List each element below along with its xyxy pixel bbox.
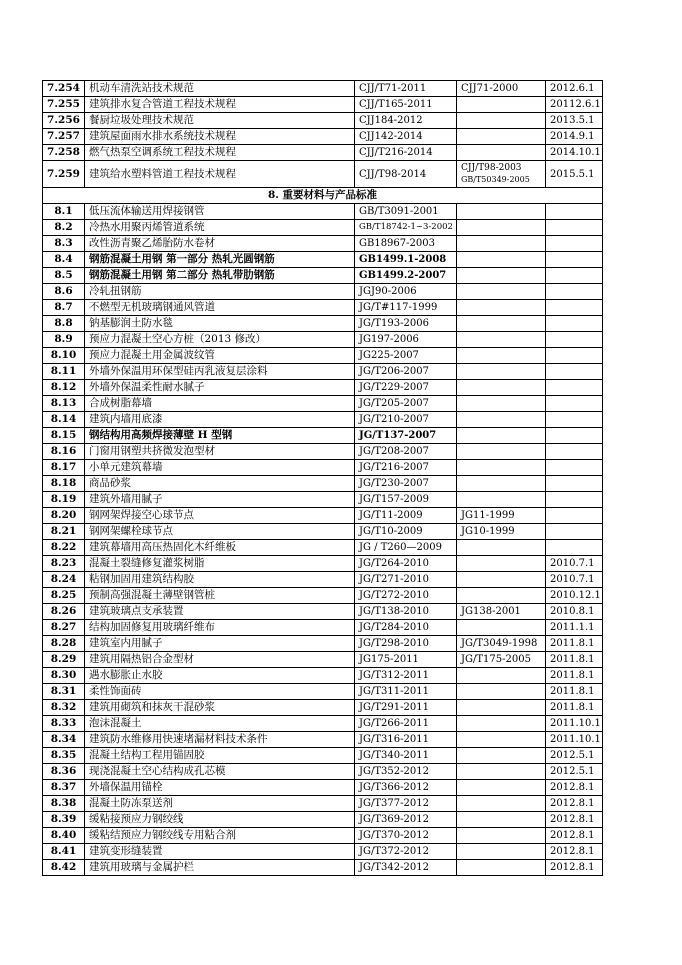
- effective-date: [546, 316, 603, 332]
- standard-name: 建筑外墙用腻子: [85, 492, 355, 508]
- standard-code: JG/T377-2012: [355, 796, 457, 812]
- standard-name: 外墙外保温柔性耐水腻子: [85, 380, 355, 396]
- replaced-standard: JG10-1999: [457, 524, 546, 540]
- effective-date: 2012.6.1: [546, 81, 603, 97]
- replaced-standard: [457, 572, 546, 588]
- replaced-standard: [457, 316, 546, 332]
- standard-name: 商品砂浆: [85, 476, 355, 492]
- standard-name: 现浇混凝土空心结构成孔芯模: [85, 764, 355, 780]
- replaced-standard: [457, 284, 546, 300]
- item-number: 8.23: [43, 556, 85, 572]
- item-number: 8.42: [43, 860, 85, 876]
- replaced-standard: [457, 113, 546, 129]
- replaced-standard: [457, 828, 546, 844]
- effective-date: 2012.8.1: [546, 780, 603, 796]
- standard-name: 改性沥青聚乙烯胎防水卷材: [85, 236, 355, 252]
- table-row: [43, 316, 603, 332]
- item-number: 8.4: [43, 252, 85, 268]
- replaced-standard: JG138-2001: [457, 604, 546, 620]
- effective-date: [546, 220, 603, 236]
- table-row: [43, 780, 603, 796]
- replaced-standard: JG/T3049-1998: [457, 636, 546, 652]
- replaced-standard: [457, 380, 546, 396]
- effective-date: 2011.8.1: [546, 668, 603, 684]
- item-number: 8.28: [43, 636, 85, 652]
- replaced-standard: [457, 364, 546, 380]
- table-row: [43, 796, 603, 812]
- table-row: [43, 812, 603, 828]
- effective-date: 2014.9.1: [546, 129, 603, 145]
- table-row: [43, 81, 603, 97]
- effective-date: 2015.5.1: [546, 161, 603, 188]
- standard-code: CJJ/T71-2011: [355, 81, 457, 97]
- standard-name: 缓粘结预应力钢绞线专用粘合剂: [85, 828, 355, 844]
- standard-code: JG/T342-2012: [355, 860, 457, 876]
- standard-code: JG/T229-2007: [355, 380, 457, 396]
- replaced-standard: JG11-1999: [457, 508, 546, 524]
- effective-date: [546, 460, 603, 476]
- table-row: [43, 113, 603, 129]
- effective-date: [546, 348, 603, 364]
- table-row: [43, 764, 603, 780]
- table-row: [43, 604, 603, 620]
- standard-name: 混凝土防冻泵送剂: [85, 796, 355, 812]
- table-row: [43, 636, 603, 652]
- standard-code: JG / T260—2009: [355, 540, 457, 556]
- item-number: 7.256: [43, 113, 85, 129]
- item-number: 8.22: [43, 540, 85, 556]
- effective-date: 2011.8.1: [546, 652, 603, 668]
- replaced-standard: [457, 492, 546, 508]
- standard-name: 预应力混凝土用金属波纹管: [85, 348, 355, 364]
- standard-code: CJJ142-2014: [355, 129, 457, 145]
- standard-name: 外墙保温用锚栓: [85, 780, 355, 796]
- item-number: 8.16: [43, 444, 85, 460]
- effective-date: [546, 236, 603, 252]
- replaced-standard: [457, 844, 546, 860]
- effective-date: 20112.6.1: [546, 97, 603, 113]
- standard-name: 柔性饰面砖: [85, 684, 355, 700]
- table-row: [43, 236, 603, 252]
- standard-code: JG/T311-2011: [355, 684, 457, 700]
- standard-name: 遇水膨胀止水胶: [85, 668, 355, 684]
- replaced-standard: [457, 668, 546, 684]
- item-number: 8.34: [43, 732, 85, 748]
- standard-code: JG/T#117-1999: [355, 300, 457, 316]
- replaced-standard: [457, 764, 546, 780]
- replaced-standard: CJJ71-2000: [457, 81, 546, 97]
- replaced-standard: [457, 780, 546, 796]
- effective-date: 2012.8.1: [546, 812, 603, 828]
- effective-date: [546, 492, 603, 508]
- standard-name: 建筑排水复合管道工程技术规程: [85, 97, 355, 113]
- replaced-standard: [457, 145, 546, 161]
- standard-code: JG197-2006: [355, 332, 457, 348]
- item-number: 7.258: [43, 145, 85, 161]
- item-number: 8.25: [43, 588, 85, 604]
- standard-code: JG/T137-2007: [355, 428, 457, 444]
- replaced-standard: [457, 220, 546, 236]
- effective-date: [546, 476, 603, 492]
- table-row: [43, 460, 603, 476]
- table-row: [43, 572, 603, 588]
- standards-sheet: [42, 80, 602, 876]
- standard-name: 钢网架焊接空心球节点: [85, 508, 355, 524]
- effective-date: [546, 444, 603, 460]
- effective-date: 2011.10.1: [546, 732, 603, 748]
- table-row: [43, 204, 603, 220]
- effective-date: [546, 524, 603, 540]
- table-row: [43, 844, 603, 860]
- standard-code: JG/T193-2006: [355, 316, 457, 332]
- standard-name: 预制高强混凝土薄壁钢管桩: [85, 588, 355, 604]
- item-number: 8.14: [43, 412, 85, 428]
- table-row: [43, 652, 603, 668]
- standards-table: [42, 80, 603, 876]
- effective-date: 2011.8.1: [546, 684, 603, 700]
- table-row: [43, 524, 603, 540]
- standard-name: 粘钢加固用建筑结构胶: [85, 572, 355, 588]
- effective-date: 2011.10.1: [546, 716, 603, 732]
- standard-code: JGJ90-2006: [355, 284, 457, 300]
- table-row: [43, 716, 603, 732]
- item-number: 8.5: [43, 268, 85, 284]
- table-row: [43, 332, 603, 348]
- replaced-standard: [457, 540, 546, 556]
- item-number: 8.19: [43, 492, 85, 508]
- table-row: [43, 444, 603, 460]
- item-number: 8.3: [43, 236, 85, 252]
- standard-code: JG/T11-2009: [355, 508, 457, 524]
- replaced-standard: [457, 860, 546, 876]
- standard-name: 建筑屋面雨水排水系统技术规程: [85, 129, 355, 145]
- table-row: [43, 428, 603, 444]
- item-number: 8.33: [43, 716, 85, 732]
- standard-code: CJJ/T98-2014: [355, 161, 457, 188]
- table-row: [43, 268, 603, 284]
- effective-date: [546, 284, 603, 300]
- table-row: [43, 668, 603, 684]
- effective-date: 2010.7.1: [546, 572, 603, 588]
- standard-name: 外墙外保温用环保型硅丙乳液复层涂料: [85, 364, 355, 380]
- effective-date: 2012.8.1: [546, 860, 603, 876]
- table-row: [43, 684, 603, 700]
- standard-code: JG/T316-2011: [355, 732, 457, 748]
- standard-name: 钢筋混凝土用钢 第一部分 热轧光圆钢筋: [85, 252, 355, 268]
- table-row: [43, 476, 603, 492]
- standard-name: 钢网架螺栓球节点: [85, 524, 355, 540]
- standard-name: 泡沫混凝土: [85, 716, 355, 732]
- effective-date: [546, 204, 603, 220]
- standard-code: JG/T210-2007: [355, 412, 457, 428]
- table-row: [43, 348, 603, 364]
- table-row: [43, 284, 603, 300]
- item-number: 8.13: [43, 396, 85, 412]
- replaced-standard: [457, 796, 546, 812]
- replaced-standard: [457, 460, 546, 476]
- table-row: [43, 412, 603, 428]
- item-number: 8.39: [43, 812, 85, 828]
- effective-date: [546, 364, 603, 380]
- standard-code: JG/T230-2007: [355, 476, 457, 492]
- standard-code: JG/T312-2011: [355, 668, 457, 684]
- item-number: 7.257: [43, 129, 85, 145]
- item-number: 7.259: [43, 161, 85, 188]
- item-number: 8.11: [43, 364, 85, 380]
- replaced-standard: [457, 732, 546, 748]
- replaced-standard: JG/T175-2005: [457, 652, 546, 668]
- standard-code: JG/T372-2012: [355, 844, 457, 860]
- item-number: 8.30: [43, 668, 85, 684]
- table-row: [43, 620, 603, 636]
- item-number: 8.32: [43, 700, 85, 716]
- section-title: 8. 重要材料与产品标准: [43, 188, 603, 204]
- standard-code: JG/T284-2010: [355, 620, 457, 636]
- replaced-standard: [457, 444, 546, 460]
- standard-name: 钢结构用高频焊接薄壁 H 型钢: [85, 428, 355, 444]
- table-row: [43, 860, 603, 876]
- standard-code: JG/T157-2009: [355, 492, 457, 508]
- item-number: 8.8: [43, 316, 85, 332]
- effective-date: 2012.5.1: [546, 748, 603, 764]
- standard-code: JG175-2011: [355, 652, 457, 668]
- item-number: 8.36: [43, 764, 85, 780]
- section-header-row: [43, 188, 603, 204]
- effective-date: 2010.12.1: [546, 588, 603, 604]
- item-number: 8.7: [43, 300, 85, 316]
- standard-code: CJJ184-2012: [355, 113, 457, 129]
- effective-date: [546, 412, 603, 428]
- standard-name: 门窗用钢塑共挤微发泡型材: [85, 444, 355, 460]
- standard-name: 结构加固修复用玻璃纤维布: [85, 620, 355, 636]
- standard-name: 建筑防水维修用快速堵漏材料技术条件: [85, 732, 355, 748]
- item-number: 8.38: [43, 796, 85, 812]
- item-number: 8.37: [43, 780, 85, 796]
- standard-code: JG/T208-2007: [355, 444, 457, 460]
- standard-code: JG/T205-2007: [355, 396, 457, 412]
- replaced-standard: [457, 412, 546, 428]
- standard-code: JG/T264-2010: [355, 556, 457, 572]
- standard-code: JG/T298-2010: [355, 636, 457, 652]
- table-row: [43, 364, 603, 380]
- replaced-standard: [457, 161, 546, 188]
- standard-name: 建筑给水塑料管道工程技术规程: [85, 161, 355, 188]
- standard-code: GB1499.2-2007: [355, 268, 457, 284]
- item-number: 8.17: [43, 460, 85, 476]
- replaced-standard: [457, 684, 546, 700]
- standard-code: GB/T18742-1~3-2002: [355, 220, 457, 236]
- table-row: [43, 828, 603, 844]
- effective-date: 2012.8.1: [546, 796, 603, 812]
- item-number: 8.27: [43, 620, 85, 636]
- replaced-standard: [457, 396, 546, 412]
- item-number: 8.1: [43, 204, 85, 220]
- effective-date: 2011.1.1: [546, 620, 603, 636]
- replaced-standard: [457, 97, 546, 113]
- effective-date: 2014.10.1: [546, 145, 603, 161]
- item-number: 7.255: [43, 97, 85, 113]
- standard-code: JG/T272-2010: [355, 588, 457, 604]
- table-row: [43, 97, 603, 113]
- replaced-standard: [457, 556, 546, 572]
- item-number: 8.41: [43, 844, 85, 860]
- item-number: 8.6: [43, 284, 85, 300]
- item-number: 8.20: [43, 508, 85, 524]
- table-row: [43, 700, 603, 716]
- table-row: [43, 252, 603, 268]
- standard-name: 建筑室内用腻子: [85, 636, 355, 652]
- standard-name: 预应力混凝土空心方桩（2013 修改）: [85, 332, 355, 348]
- item-number: 8.35: [43, 748, 85, 764]
- standard-name: 小单元建筑幕墙: [85, 460, 355, 476]
- standard-code: JG/T271-2010: [355, 572, 457, 588]
- standard-code: JG/T10-2009: [355, 524, 457, 540]
- item-number: 8.24: [43, 572, 85, 588]
- table-row: [43, 492, 603, 508]
- replaced-standard: [457, 428, 546, 444]
- replaced-standard: [457, 268, 546, 284]
- replaced-standard: [457, 236, 546, 252]
- effective-date: [546, 300, 603, 316]
- table-row: [43, 588, 603, 604]
- effective-date: 2013.5.1: [546, 113, 603, 129]
- replaced-standard: [457, 252, 546, 268]
- replaced-standard-line-1: CJJ/T98-2003: [461, 163, 522, 173]
- table-row: [43, 508, 603, 524]
- standard-name: 合成树脂幕墙: [85, 396, 355, 412]
- standard-name: 混凝土裂缝修复灌浆树脂: [85, 556, 355, 572]
- standard-name: 餐厨垃圾处理技术规范: [85, 113, 355, 129]
- effective-date: 2010.8.1: [546, 604, 603, 620]
- table-row: [43, 396, 603, 412]
- table-row: [43, 220, 603, 236]
- effective-date: 2012.5.1: [546, 764, 603, 780]
- standard-code: GB1499.1-2008: [355, 252, 457, 268]
- item-number: 8.2: [43, 220, 85, 236]
- effective-date: 2012.8.1: [546, 844, 603, 860]
- standard-code: GB18967-2003: [355, 236, 457, 252]
- standard-code: CJJ/T216-2014: [355, 145, 457, 161]
- effective-date: 2011.8.1: [546, 636, 603, 652]
- effective-date: [546, 252, 603, 268]
- item-number: 8.15: [43, 428, 85, 444]
- item-number: 8.26: [43, 604, 85, 620]
- table-row: [43, 161, 603, 188]
- effective-date: 2012.8.1: [546, 828, 603, 844]
- standard-code: JG225-2007: [355, 348, 457, 364]
- standard-name: 混凝土结构工程用锚固胶: [85, 748, 355, 764]
- standard-name: 建筑幕墙用高压热固化木纤维板: [85, 540, 355, 556]
- standard-name: 燃气热泵空调系统工程技术规程: [85, 145, 355, 161]
- standard-name: 钢筋混凝土用钢 第二部分 热轧带肋钢筋: [85, 268, 355, 284]
- item-number: 8.9: [43, 332, 85, 348]
- replaced-standard: [457, 129, 546, 145]
- standard-code: JG/T291-2011: [355, 700, 457, 716]
- replaced-standard-line-2: GB/T50349-2005: [461, 175, 530, 184]
- item-number: 8.18: [43, 476, 85, 492]
- replaced-standard: [457, 332, 546, 348]
- standard-name: 建筑变形缝装置: [85, 844, 355, 860]
- table-row: [43, 556, 603, 572]
- standard-code: JG/T352-2012: [355, 764, 457, 780]
- replaced-standard: [457, 348, 546, 364]
- standard-code: JG/T206-2007: [355, 364, 457, 380]
- standard-name: 建筑内墙用底漆: [85, 412, 355, 428]
- standard-name: 不燃型无机玻璃钢通风管道: [85, 300, 355, 316]
- table-row: [43, 300, 603, 316]
- standard-code: JG/T340-2011: [355, 748, 457, 764]
- effective-date: [546, 396, 603, 412]
- standard-name: 冷轧扭钢筋: [85, 284, 355, 300]
- standard-name: 缓粘接预应力钢绞线: [85, 812, 355, 828]
- standard-code: CJJ/T165-2011: [355, 97, 457, 113]
- replaced-standard: [457, 716, 546, 732]
- item-number: 8.31: [43, 684, 85, 700]
- table-row: [43, 732, 603, 748]
- effective-date: [546, 332, 603, 348]
- standard-name: 建筑玻璃点支承装置: [85, 604, 355, 620]
- standard-name: 建筑用隔热铝合金型材: [85, 652, 355, 668]
- effective-date: [546, 540, 603, 556]
- standard-code: JG/T369-2012: [355, 812, 457, 828]
- replaced-standard: [457, 204, 546, 220]
- effective-date: [546, 268, 603, 284]
- replaced-standard: [457, 300, 546, 316]
- standard-name: 机动车清洗站技术规范: [85, 81, 355, 97]
- item-number: 8.29: [43, 652, 85, 668]
- table-row: [43, 748, 603, 764]
- standard-name: 钠基膨润土防水毯: [85, 316, 355, 332]
- item-number: 7.254: [43, 81, 85, 97]
- replaced-standard: [457, 748, 546, 764]
- table-row: [43, 145, 603, 161]
- item-number: 8.12: [43, 380, 85, 396]
- standard-name: 低压流体输送用焊接钢管: [85, 204, 355, 220]
- table-row: [43, 129, 603, 145]
- standard-code: JG/T138-2010: [355, 604, 457, 620]
- table-row: [43, 540, 603, 556]
- standard-code: GB/T3091-2001: [355, 204, 457, 220]
- item-number: 8.40: [43, 828, 85, 844]
- replaced-standard: [457, 588, 546, 604]
- standard-code: JG/T366-2012: [355, 780, 457, 796]
- item-number: 8.10: [43, 348, 85, 364]
- item-number: 8.21: [43, 524, 85, 540]
- standard-name: 建筑用砌筑和抹灰干混砂浆: [85, 700, 355, 716]
- standard-name: 冷热水用聚丙烯管道系统: [85, 220, 355, 236]
- table-row: [43, 380, 603, 396]
- standard-code: JG/T266-2011: [355, 716, 457, 732]
- standard-name: 建筑用玻璃与金属护栏: [85, 860, 355, 876]
- effective-date: [546, 508, 603, 524]
- replaced-standard: [457, 620, 546, 636]
- effective-date: 2010.7.1: [546, 556, 603, 572]
- effective-date: 2011.8.1: [546, 700, 603, 716]
- standard-code: JG/T216-2007: [355, 460, 457, 476]
- replaced-standard: [457, 812, 546, 828]
- standard-code: JG/T370-2012: [355, 828, 457, 844]
- replaced-standard: [457, 700, 546, 716]
- replaced-standard: [457, 476, 546, 492]
- standards-table-body: [43, 81, 603, 876]
- effective-date: [546, 428, 603, 444]
- effective-date: [546, 380, 603, 396]
